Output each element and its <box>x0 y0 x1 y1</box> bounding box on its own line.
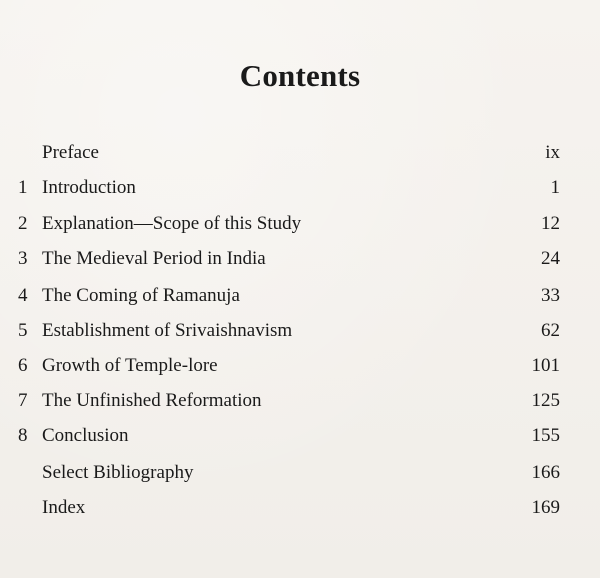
entry-title: Index <box>42 497 86 518</box>
page-number: 169 <box>531 497 560 518</box>
toc-entry-chapter-8 <box>0 421 600 451</box>
page-number: 33 <box>541 285 560 306</box>
page-number: 166 <box>531 462 560 483</box>
entry-title: The Unfinished Reformation <box>42 390 262 411</box>
toc-entry-chapter-6 <box>0 351 600 381</box>
chapter-number: 7 <box>18 390 28 411</box>
toc-entry-index <box>0 493 600 523</box>
toc-entry-chapter-4 <box>0 281 600 311</box>
entry-title: Establishment of Srivaishnavism <box>42 320 293 341</box>
chapter-number: 5 <box>18 320 28 341</box>
toc-entry-preface <box>0 138 600 168</box>
toc-entry-chapter-7 <box>0 386 600 416</box>
page-number: 101 <box>531 355 560 376</box>
page-number: 155 <box>531 425 560 446</box>
page-number: ix <box>545 142 560 163</box>
page-number: 24 <box>541 248 560 269</box>
chapter-number: 4 <box>18 285 28 306</box>
page-number: 62 <box>541 320 560 341</box>
chapter-number: 1 <box>18 177 28 198</box>
chapter-number: 3 <box>18 248 28 269</box>
page-number: 125 <box>531 390 560 411</box>
toc-entry-bibliography <box>0 458 600 488</box>
entry-title: Conclusion <box>42 425 129 446</box>
page-number: 12 <box>541 213 560 234</box>
chapter-number: 2 <box>18 213 28 234</box>
toc-entry-chapter-2 <box>0 209 600 239</box>
page-number: 1 <box>550 177 560 198</box>
entry-title: The Medieval Period in India <box>42 248 266 269</box>
entry-title: Select Bibliography <box>42 462 194 483</box>
entry-title: The Coming of Ramanuja <box>42 285 240 306</box>
entry-title: Introduction <box>42 177 136 198</box>
toc-entry-chapter-3 <box>0 244 600 274</box>
chapter-number: 8 <box>18 425 28 446</box>
entry-title: Preface <box>42 142 99 163</box>
entry-title: Explanation—Scope of this Study <box>42 213 302 234</box>
entry-title: Growth of Temple-lore <box>42 355 218 376</box>
toc-entry-chapter-5 <box>0 316 600 346</box>
toc-entry-chapter-1 <box>0 173 600 203</box>
page-title: Contents <box>239 58 361 93</box>
chapter-number: 6 <box>18 355 28 376</box>
